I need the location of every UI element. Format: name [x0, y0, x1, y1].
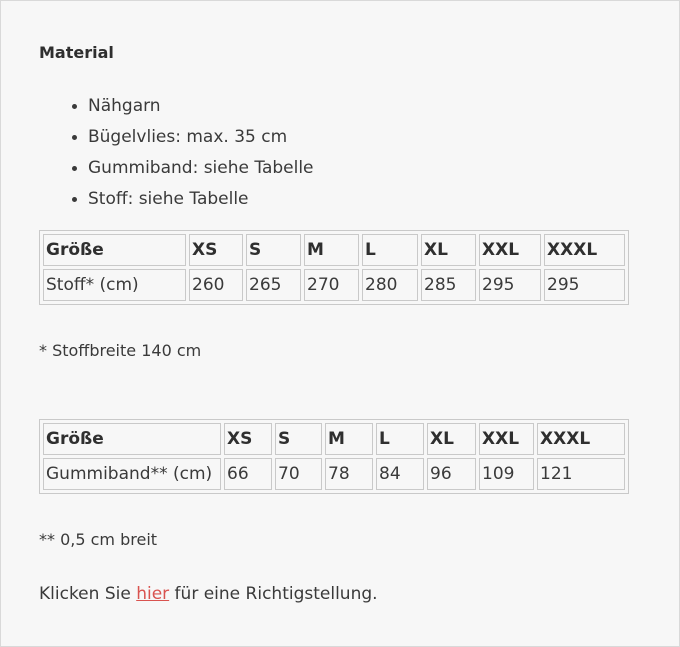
fabric-note: * Stoffbreite 140 cm [39, 341, 202, 360]
elastic-note: ** 0,5 cm breit [39, 530, 158, 549]
table-header-cell: XS [224, 423, 272, 455]
table-cell: 96 [427, 458, 476, 490]
table-cell: 295 [479, 269, 541, 301]
table-header-cell: M [304, 234, 359, 266]
correction-text-before: Klicken Sie [39, 584, 137, 604]
correction-link[interactable]: hier [136, 584, 170, 604]
list-item: Stoff: siehe Tabelle [39, 184, 314, 215]
table-header-cell: XS [189, 234, 243, 266]
table-cell: 84 [376, 458, 424, 490]
correction-line [39, 584, 378, 604]
table-header-cell: XL [421, 234, 476, 266]
table-header-cell: Größe [43, 234, 186, 266]
table-header-cell: XXXL [537, 423, 625, 455]
table-cell: 270 [304, 269, 359, 301]
table-row [43, 458, 625, 490]
table-header-cell: XXXL [544, 234, 625, 266]
table-row [43, 423, 625, 455]
table-header-cell: L [376, 423, 424, 455]
table-header-cell: L [362, 234, 418, 266]
table-row [43, 234, 625, 266]
table-cell: 295 [544, 269, 625, 301]
table-cell: 285 [421, 269, 476, 301]
elastic-size-table [39, 419, 629, 494]
table-header-cell: M [325, 423, 373, 455]
table-header-cell: Größe [43, 423, 221, 455]
table-header-cell: XXL [479, 234, 541, 266]
table-cell: 109 [479, 458, 534, 490]
table-cell: 66 [224, 458, 272, 490]
table-cell: 121 [537, 458, 625, 490]
table-cell: Stoff* (cm) [43, 269, 186, 301]
fabric-size-table [39, 230, 629, 305]
table-cell: 78 [325, 458, 373, 490]
table-header-cell: XL [427, 423, 476, 455]
table-cell: Gummiband** (cm) [43, 458, 221, 490]
material-list [39, 91, 314, 215]
list-item: Nähgarn [39, 91, 314, 122]
table-header-cell: S [246, 234, 301, 266]
table-cell: 265 [246, 269, 301, 301]
table-header-cell: XXL [479, 423, 534, 455]
list-item: Gummiband: siehe Tabelle [39, 153, 314, 184]
correction-text-after: für eine Richtigstellung. [169, 584, 378, 604]
table-cell: 280 [362, 269, 418, 301]
table-header-cell: S [275, 423, 322, 455]
table-row [43, 269, 625, 301]
table-cell: 70 [275, 458, 322, 490]
table-cell: 260 [189, 269, 243, 301]
material-heading: Material [39, 43, 114, 62]
list-item: Bügelvlies: max. 35 cm [39, 122, 314, 153]
